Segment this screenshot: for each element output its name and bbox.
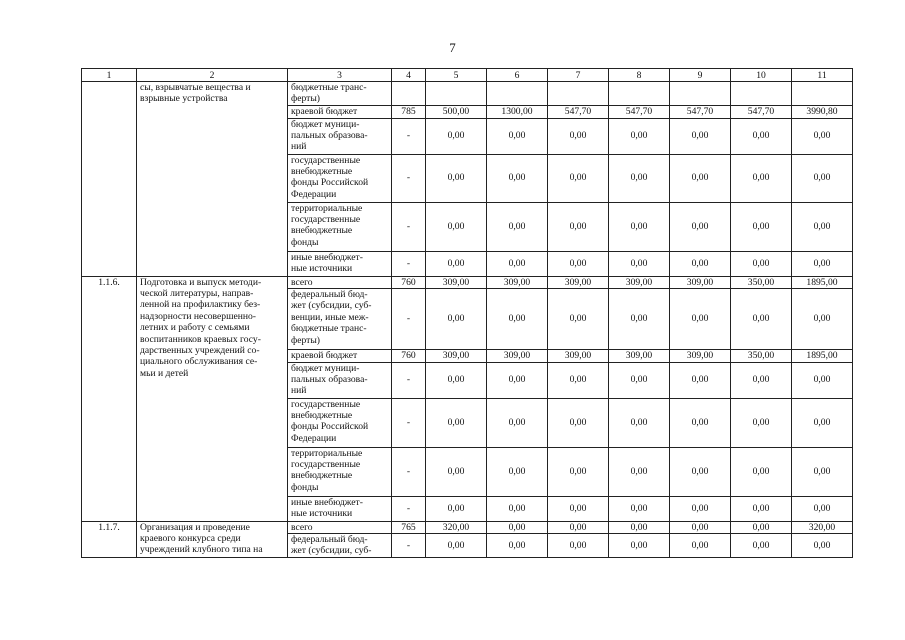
item-code: 1.1.7. — [82, 521, 137, 558]
amount-col-7 — [548, 82, 609, 106]
amount-col-7: 0,00 — [548, 154, 609, 202]
amount-col-10: 0,00 — [731, 251, 792, 276]
amount-col-8: 0,00 — [609, 521, 670, 534]
amount-col-10: 0,00 — [731, 398, 792, 447]
amount-col-11: 0,00 — [792, 362, 853, 398]
amount-col-10: 0,00 — [731, 447, 792, 496]
amount-col-5: 0,00 — [426, 289, 487, 350]
amount-col-10: 0,00 — [731, 362, 792, 398]
code-value: - — [392, 251, 426, 276]
funding-source: территориальные государственные внебюджетные фонды — [288, 202, 392, 251]
amount-col-10: 0,00 — [731, 118, 792, 154]
amount-col-7: 0,00 — [548, 496, 609, 521]
amount-col-6: 0,00 — [487, 521, 548, 534]
amount-col-6 — [487, 82, 548, 106]
amount-col-9: 0,00 — [670, 496, 731, 521]
amount-col-10: 0,00 — [731, 534, 792, 558]
amount-col-10: 350,00 — [731, 276, 792, 289]
amount-col-5: 309,00 — [426, 350, 487, 363]
amount-col-9: 0,00 — [670, 154, 731, 202]
column-header-7: 7 — [548, 69, 609, 82]
amount-col-7: 0,00 — [548, 521, 609, 534]
code-value: - — [392, 534, 426, 558]
amount-col-7: 0,00 — [548, 534, 609, 558]
funding-source: краевой бюджет — [288, 350, 392, 363]
amount-col-10: 547,70 — [731, 106, 792, 119]
amount-col-11: 0,00 — [792, 534, 853, 558]
item-code — [82, 82, 137, 277]
amount-col-11: 3990,80 — [792, 106, 853, 119]
amount-col-9: 0,00 — [670, 398, 731, 447]
code-value: - — [392, 496, 426, 521]
amount-col-11: 0,00 — [792, 154, 853, 202]
amount-col-9: 0,00 — [670, 118, 731, 154]
amount-col-5: 0,00 — [426, 447, 487, 496]
item-name: сы, взрывчатые вещества и взрывные устройства — [137, 82, 288, 277]
column-header-5: 5 — [426, 69, 487, 82]
amount-col-11: 0,00 — [792, 251, 853, 276]
amount-col-8: 0,00 — [609, 289, 670, 350]
funding-source: иные внебюджет- ные источники — [288, 251, 392, 276]
funding-source: государственные внебюджетные фонды Российской Федерации — [288, 398, 392, 447]
column-header-10: 10 — [731, 69, 792, 82]
amount-col-7: 0,00 — [548, 118, 609, 154]
amount-col-10: 0,00 — [731, 202, 792, 251]
amount-col-8: 309,00 — [609, 350, 670, 363]
amount-col-9: 0,00 — [670, 534, 731, 558]
funding-source: бюджетные транс- ферты) — [288, 82, 392, 106]
amount-col-11 — [792, 82, 853, 106]
code-value: 785 — [392, 106, 426, 119]
amount-col-5: 500,00 — [426, 106, 487, 119]
column-header-3: 3 — [288, 69, 392, 82]
budget-table — [81, 68, 853, 558]
column-header-2: 2 — [137, 69, 288, 82]
amount-col-5: 320,00 — [426, 521, 487, 534]
amount-col-6: 1300,00 — [487, 106, 548, 119]
amount-col-9: 0,00 — [670, 251, 731, 276]
amount-col-7: 0,00 — [548, 251, 609, 276]
funding-source: краевой бюджет — [288, 106, 392, 119]
code-value: - — [392, 447, 426, 496]
amount-col-8 — [609, 82, 670, 106]
item-name: Подготовка и выпуск методи- ческой литературы, направ- ленной на профилактику без- надзорности несовершенно- летних и работу с семьями воспитанников краевых госу- дарственных учреждений со- циального обслуживания се- мьи и детей — [137, 276, 288, 521]
amount-col-10 — [731, 82, 792, 106]
item-name: Организация и проведение краевого конкурса среди учреждений клубного типа на — [137, 521, 288, 558]
amount-col-9: 0,00 — [670, 202, 731, 251]
amount-col-10: 0,00 — [731, 496, 792, 521]
amount-col-11: 0,00 — [792, 289, 853, 350]
funding-source: всего — [288, 276, 392, 289]
amount-col-6: 0,00 — [487, 154, 548, 202]
amount-col-6: 0,00 — [487, 251, 548, 276]
amount-col-11: 320,00 — [792, 521, 853, 534]
funding-source: бюджет муници- пальных образова- ний — [288, 362, 392, 398]
amount-col-5: 0,00 — [426, 398, 487, 447]
funding-source: бюджет муници- пальных образова- ний — [288, 118, 392, 154]
funding-source: территориальные государственные внебюджетные фонды — [288, 447, 392, 496]
item-code: 1.1.6. — [82, 276, 137, 521]
funding-source: федеральный бюд- жет (субсидии, суб- — [288, 534, 392, 558]
amount-col-7: 0,00 — [548, 447, 609, 496]
amount-col-8: 0,00 — [609, 202, 670, 251]
column-header-6: 6 — [487, 69, 548, 82]
table-row — [82, 276, 853, 289]
table-row — [82, 521, 853, 534]
amount-col-7: 547,70 — [548, 106, 609, 119]
amount-col-7: 0,00 — [548, 289, 609, 350]
amount-col-5: 309,00 — [426, 276, 487, 289]
code-value: - — [392, 398, 426, 447]
column-header-8: 8 — [609, 69, 670, 82]
table-row — [82, 82, 853, 106]
amount-col-8: 0,00 — [609, 534, 670, 558]
funding-source: федеральный бюд- жет (субсидии, суб- венции, иные меж- бюджетные транс- ферты) — [288, 289, 392, 350]
amount-col-8: 0,00 — [609, 398, 670, 447]
amount-col-7: 0,00 — [548, 202, 609, 251]
funding-source: иные внебюджет- ные источники — [288, 496, 392, 521]
amount-col-11: 1895,00 — [792, 276, 853, 289]
amount-col-8: 0,00 — [609, 118, 670, 154]
amount-col-5: 0,00 — [426, 496, 487, 521]
amount-col-11: 0,00 — [792, 496, 853, 521]
amount-col-9 — [670, 82, 731, 106]
amount-col-5: 0,00 — [426, 251, 487, 276]
amount-col-9: 547,70 — [670, 106, 731, 119]
header-row — [82, 69, 853, 82]
amount-col-6: 309,00 — [487, 276, 548, 289]
column-header-4: 4 — [392, 69, 426, 82]
amount-col-5: 0,00 — [426, 534, 487, 558]
amount-col-5: 0,00 — [426, 362, 487, 398]
code-value: - — [392, 202, 426, 251]
amount-col-5: 0,00 — [426, 154, 487, 202]
amount-col-5: 0,00 — [426, 118, 487, 154]
amount-col-8: 0,00 — [609, 362, 670, 398]
column-header-9: 9 — [670, 69, 731, 82]
amount-col-5: 0,00 — [426, 202, 487, 251]
amount-col-10: 350,00 — [731, 350, 792, 363]
column-header-1: 1 — [82, 69, 137, 82]
amount-col-7: 0,00 — [548, 362, 609, 398]
amount-col-6: 309,00 — [487, 350, 548, 363]
amount-col-9: 309,00 — [670, 276, 731, 289]
code-value: 765 — [392, 521, 426, 534]
amount-col-11: 0,00 — [792, 118, 853, 154]
funding-source: всего — [288, 521, 392, 534]
amount-col-10: 0,00 — [731, 521, 792, 534]
amount-col-8: 0,00 — [609, 154, 670, 202]
amount-col-11: 1895,00 — [792, 350, 853, 363]
amount-col-6: 0,00 — [487, 496, 548, 521]
code-value — [392, 82, 426, 106]
amount-col-6: 0,00 — [487, 534, 548, 558]
amount-col-7: 309,00 — [548, 276, 609, 289]
amount-col-8: 547,70 — [609, 106, 670, 119]
amount-col-8: 0,00 — [609, 447, 670, 496]
amount-col-5 — [426, 82, 487, 106]
amount-col-9: 0,00 — [670, 289, 731, 350]
amount-col-11: 0,00 — [792, 202, 853, 251]
amount-col-11: 0,00 — [792, 447, 853, 496]
amount-col-9: 0,00 — [670, 362, 731, 398]
code-value: - — [392, 118, 426, 154]
amount-col-8: 0,00 — [609, 251, 670, 276]
amount-col-7: 309,00 — [548, 350, 609, 363]
code-value: - — [392, 154, 426, 202]
amount-col-6: 0,00 — [487, 447, 548, 496]
amount-col-10: 0,00 — [731, 154, 792, 202]
amount-col-6: 0,00 — [487, 362, 548, 398]
amount-col-9: 0,00 — [670, 447, 731, 496]
amount-col-11: 0,00 — [792, 398, 853, 447]
amount-col-6: 0,00 — [487, 289, 548, 350]
amount-col-6: 0,00 — [487, 202, 548, 251]
code-value: - — [392, 362, 426, 398]
column-header-11: 11 — [792, 69, 853, 82]
amount-col-6: 0,00 — [487, 398, 548, 447]
code-value: 760 — [392, 350, 426, 363]
code-value: 760 — [392, 276, 426, 289]
amount-col-9: 309,00 — [670, 350, 731, 363]
page-number: 7 — [449, 40, 456, 55]
funding-source: государственные внебюджетные фонды Российской Федерации — [288, 154, 392, 202]
amount-col-8: 309,00 — [609, 276, 670, 289]
amount-col-10: 0,00 — [731, 289, 792, 350]
amount-col-7: 0,00 — [548, 398, 609, 447]
code-value: - — [392, 289, 426, 350]
amount-col-6: 0,00 — [487, 118, 548, 154]
amount-col-8: 0,00 — [609, 496, 670, 521]
amount-col-9: 0,00 — [670, 521, 731, 534]
